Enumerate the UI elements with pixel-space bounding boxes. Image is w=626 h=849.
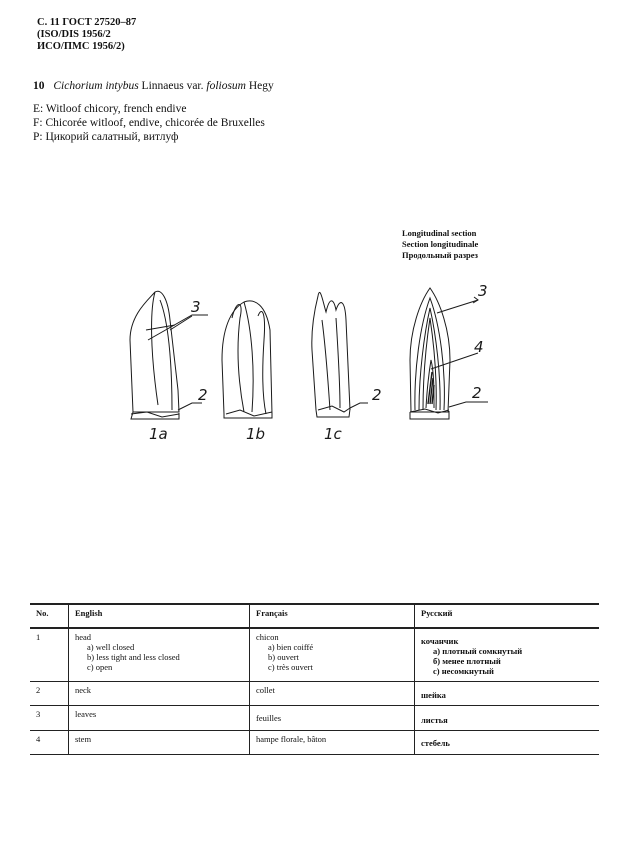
callout-2-section: 2 xyxy=(472,384,482,402)
english-term-main: head xyxy=(75,632,92,642)
english-term-sub: c) open xyxy=(87,662,113,672)
russian-term: шейка xyxy=(415,681,600,705)
common-names xyxy=(33,102,265,144)
table-row xyxy=(30,681,599,705)
french-term-main: chicon xyxy=(256,632,279,642)
head-1c-drawing xyxy=(312,292,368,417)
french-term: feuilles xyxy=(250,705,415,730)
variety-author: Hegy xyxy=(248,80,274,92)
section-label-fr: Section longitudinale xyxy=(402,239,479,249)
english-term-sub: b) less tight and less closed xyxy=(87,652,180,662)
figure-label-1b: 1b xyxy=(246,425,266,443)
variety-name: foliosum xyxy=(206,80,246,92)
longitudinal-section-label xyxy=(402,228,478,261)
terms-table xyxy=(30,603,599,755)
figure-label-1c: 1c xyxy=(324,425,342,443)
french-term xyxy=(250,628,415,681)
document-header xyxy=(37,17,136,53)
russian-term-sub: б) менее плотный xyxy=(433,656,501,666)
russian-term-sub: с) несомкнутый xyxy=(433,666,494,676)
english-term-sub: a) well closed xyxy=(87,642,135,652)
header-iso-reference: (ISO/DIS 1956/2 xyxy=(37,29,111,40)
french-term-sub: a) bien coiffé xyxy=(268,642,314,652)
header-french: Français xyxy=(250,604,415,628)
callout-4-section: 4 xyxy=(474,338,484,356)
table-row xyxy=(30,705,599,730)
english-term: neck xyxy=(69,681,250,705)
header-standard-number: С. 11 ГОСТ 27520–87 xyxy=(37,17,137,28)
callout-3-head: 3 xyxy=(191,298,201,316)
header-english: English xyxy=(69,604,250,628)
russian-term-main: кочанчик xyxy=(421,636,459,646)
english-term: stem xyxy=(69,730,250,754)
table-row xyxy=(30,628,599,681)
french-name: F: Chicorée witloof, endive, chicorée de Bruxelles xyxy=(33,117,265,129)
table-row xyxy=(30,730,599,754)
header-russian: Русский xyxy=(415,604,600,628)
header-iso-reference-ru: ИСО/ПМС 1956/2) xyxy=(37,41,125,52)
row-number: 1 xyxy=(36,632,41,642)
callout-2-head-1a: 2 xyxy=(198,386,208,404)
russian-term: стебель xyxy=(415,730,600,754)
french-term: hampe florale, bâton xyxy=(250,730,415,754)
callout-3-section: 3 xyxy=(478,282,488,300)
callout-2-head-1c: 2 xyxy=(372,386,382,404)
french-term-sub: b) ouvert xyxy=(268,652,299,662)
french-term: collet xyxy=(250,681,415,705)
russian-term-sub: а) плотный сомкнутый xyxy=(433,646,523,656)
row-number: 4 xyxy=(36,733,41,744)
entry-title xyxy=(33,80,274,92)
section-label-ru: Продольный разрез xyxy=(402,250,478,260)
latin-author: Linnaeus var. xyxy=(141,80,204,92)
english-name: E: Witloof chicory, french endive xyxy=(33,103,187,115)
entry-number: 10 xyxy=(33,80,45,92)
french-term-sub: c) très ouvert xyxy=(268,662,313,672)
latin-name: Cichorium intybus xyxy=(53,80,139,92)
english-term: leaves xyxy=(69,705,250,730)
russian-name: P: Цикорий салатный, витлуф xyxy=(33,131,179,143)
section-label-en: Longitudinal section xyxy=(402,228,477,238)
head-1b-drawing xyxy=(222,301,272,418)
figure-label-1a: 1a xyxy=(149,425,168,443)
russian-term xyxy=(415,628,600,681)
chicory-illustration xyxy=(0,270,626,450)
header-no: No. xyxy=(30,604,69,628)
row-number: 3 xyxy=(36,708,41,719)
row-number: 2 xyxy=(36,684,41,695)
table-header-row xyxy=(30,604,599,628)
russian-term: листья xyxy=(415,705,600,730)
english-term xyxy=(69,628,250,681)
